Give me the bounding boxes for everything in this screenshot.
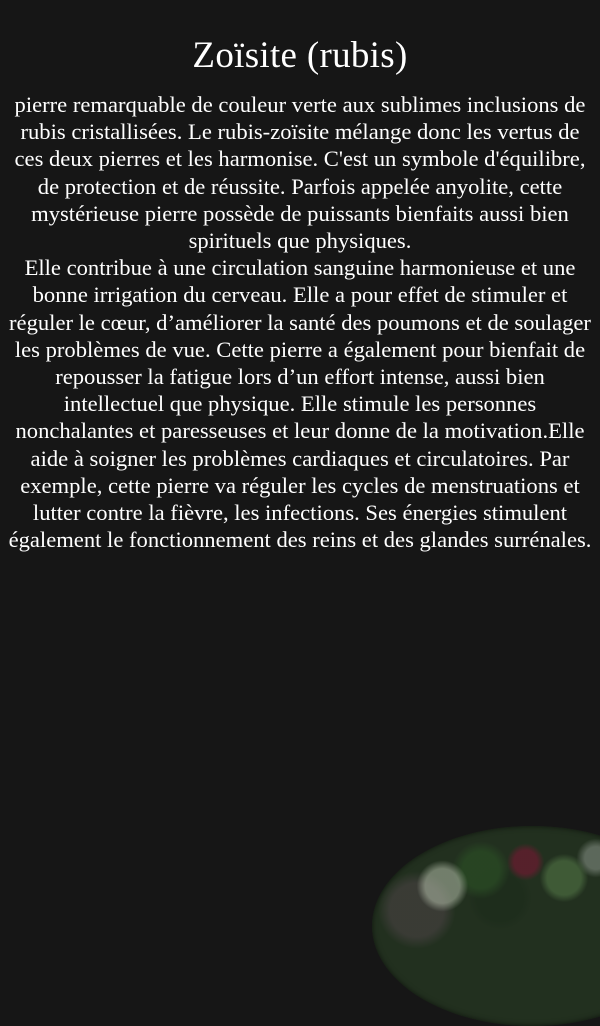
page-title: Zoïsite (rubis) <box>192 35 408 76</box>
benefits-paragraph: Elle contribue à une circulation sanguine harmonieuse et une bonne irrigation du cerveau. Elle a pour effet de stimuler et réguler le cœur, d’améliorer la santé des poumons et de soulager les problèmes de vue. Cette pierre a également pour bienfait de repousser la fatigue lors d’un effort intense, aussi bien intellectuel que physique. Elle stimule les personnes nonchalantes et paresseuses et leur donne de la motivation.Elle aide à soigner les problèmes cardiaques et circulatoires. Par exemple, cette pierre va réguler les cycles de menstruations et lutter contre la fièvre, les infections. Ses énergies stimulent également le fonctionnement des reins et des glandes surrénales. <box>8 255 592 553</box>
intro-paragraph: pierre remarquable de couleur verte aux sublimes inclusions de rubis cristallisées. Le rubis-zoïsite mélange donc les vertus de ces deux pierres et les harmonise. C'est un symbole d'équilibre, de protection et de réussite. Parfois appelée anyolite, cette mystérieuse pierre possède de puissants bienfaits aussi bien spirituels que physiques. <box>14 92 586 254</box>
stone-photo <box>372 826 600 1026</box>
description-text <box>6 91 594 553</box>
